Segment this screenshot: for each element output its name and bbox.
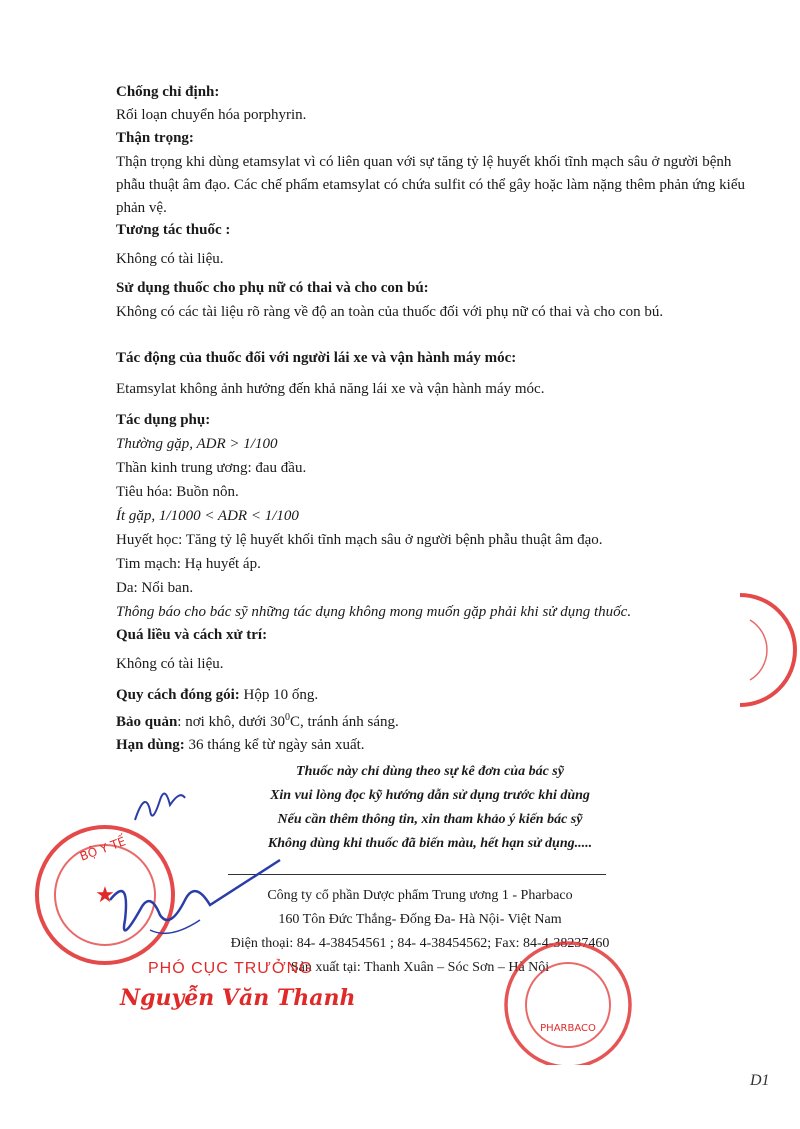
packaging-label: Quy cách đóng gói: — [116, 687, 240, 703]
contraindication-heading: Chống chỉ định: — [116, 84, 220, 100]
caution-heading: Thận trọng: — [116, 130, 194, 146]
side-effects-rare: Ít gặp, 1/1000 < ADR < 1/100 — [116, 508, 299, 524]
approval-name: Nguyễn Văn Thanh — [120, 985, 356, 1011]
pharbaco-stamp-text: PHARBACO — [540, 1023, 596, 1034]
side-effects-blood: Huyết học: Tăng tỷ lệ huyết khối tĩnh mạch sâu ở người bệnh phẫu thuật âm đạo. — [116, 532, 603, 548]
pharbaco-stamp — [488, 935, 648, 1065]
warning-line-1: Thuốc này chỉ dùng theo sự kê đơn của bác sỹ — [296, 764, 564, 779]
interaction-heading: Tương tác thuốc : — [116, 222, 231, 238]
contraindication-text: Rối loạn chuyển hóa porphyrin. — [116, 107, 307, 123]
overdose-text: Không có tài liệu. — [116, 656, 224, 672]
packaging-line — [116, 687, 318, 704]
warning-line-2: Xin vui lòng đọc kỹ hướng dẫn sử dụng trước khi dùng — [270, 788, 590, 803]
side-effects-cardio: Tim mạch: Hạ huyết áp. — [116, 556, 261, 572]
side-effects-cns: Thần kinh trung ương: đau đầu. — [116, 460, 307, 476]
star-icon: ★ — [95, 883, 115, 908]
storage-post: C, tránh ánh sáng. — [290, 714, 399, 730]
company-factory: Sản xuất tại: Thanh Xuân – Sóc Sơn – Hà Nội — [290, 960, 550, 975]
storage-pre: : nơi khô, dưới 30 — [177, 714, 286, 730]
expiry-line — [116, 737, 365, 754]
ministry-stamp-text: BỘ Y TẾ — [78, 834, 128, 864]
packaging-value: Hộp 10 ống. — [239, 687, 319, 703]
driving-text: Etamsylat không ảnh hưởng đến khả năng lái xe và vận hành máy móc. — [116, 381, 545, 397]
pregnancy-heading: Sử dụng thuốc cho phụ nữ có thai và cho con bú: — [116, 280, 429, 296]
company-name: Công ty cổ phần Dược phẩm Trung ương 1 - Pharbaco — [267, 888, 573, 903]
warning-line-3: Nếu cần thêm thông tin, xin tham khảo ý kiến bác sỹ — [277, 812, 583, 827]
storage-label: Bảo quản — [116, 714, 178, 730]
side-effects-heading: Tác dụng phụ: — [116, 412, 211, 428]
page-mark: D1 — [750, 1072, 770, 1089]
storage-degree: 0 — [285, 712, 291, 723]
pregnancy-text: Không có các tài liệu rõ ràng về độ an toàn của thuốc đối với phụ nữ có thai và cho con bú. — [116, 304, 664, 320]
overdose-heading: Quá liều và cách xử trí: — [116, 627, 268, 643]
caution-text: Thận trọng khi dùng etamsylat vì có liên quan với sự tăng tỷ lệ huyết khối tĩnh mạch sâu ở người bệnh phẫu thuật âm đạo. Các chế phẩm etamsylat có chứa sulfit có thể gây hoặc làm nặng thêm phản ứng kiểu phản vệ. — [116, 154, 745, 216]
side-effects-common: Thường gặp, ADR > 1/100 — [116, 436, 278, 452]
storage-line — [116, 712, 399, 731]
approval-title: PHÓ CỤC TRƯỞNG — [148, 960, 313, 977]
warning-line-4: Không dùng khi thuốc đã biến màu, hết hạn sử dụng..... — [267, 836, 593, 851]
side-effects-notice: Thông báo cho bác sỹ những tác dụng không mong muốn gặp phải khi sử dụng thuốc. — [116, 604, 632, 620]
signature-icon — [90, 780, 290, 960]
company-phone: Điện thoại: 84- 4-38454561 ; 84- 4-38454562; Fax: 84-4-38237460 — [230, 936, 610, 951]
side-effects-skin: Da: Nổi ban. — [116, 580, 194, 596]
side-effects-digestive: Tiêu hóa: Buồn nôn. — [116, 484, 239, 500]
expiry-value: 36 tháng kể từ ngày sản xuất. — [184, 737, 365, 753]
expiry-label: Hạn dùng: — [116, 737, 185, 753]
driving-heading: Tác động của thuốc đối với người lái xe và vận hành máy móc: — [116, 350, 517, 366]
company-address: 160 Tôn Đức Thắng- Đống Đa- Hà Nội- Việt Nam — [278, 912, 562, 927]
interaction-text: Không có tài liệu. — [116, 251, 224, 267]
edge-stamp — [680, 590, 800, 710]
